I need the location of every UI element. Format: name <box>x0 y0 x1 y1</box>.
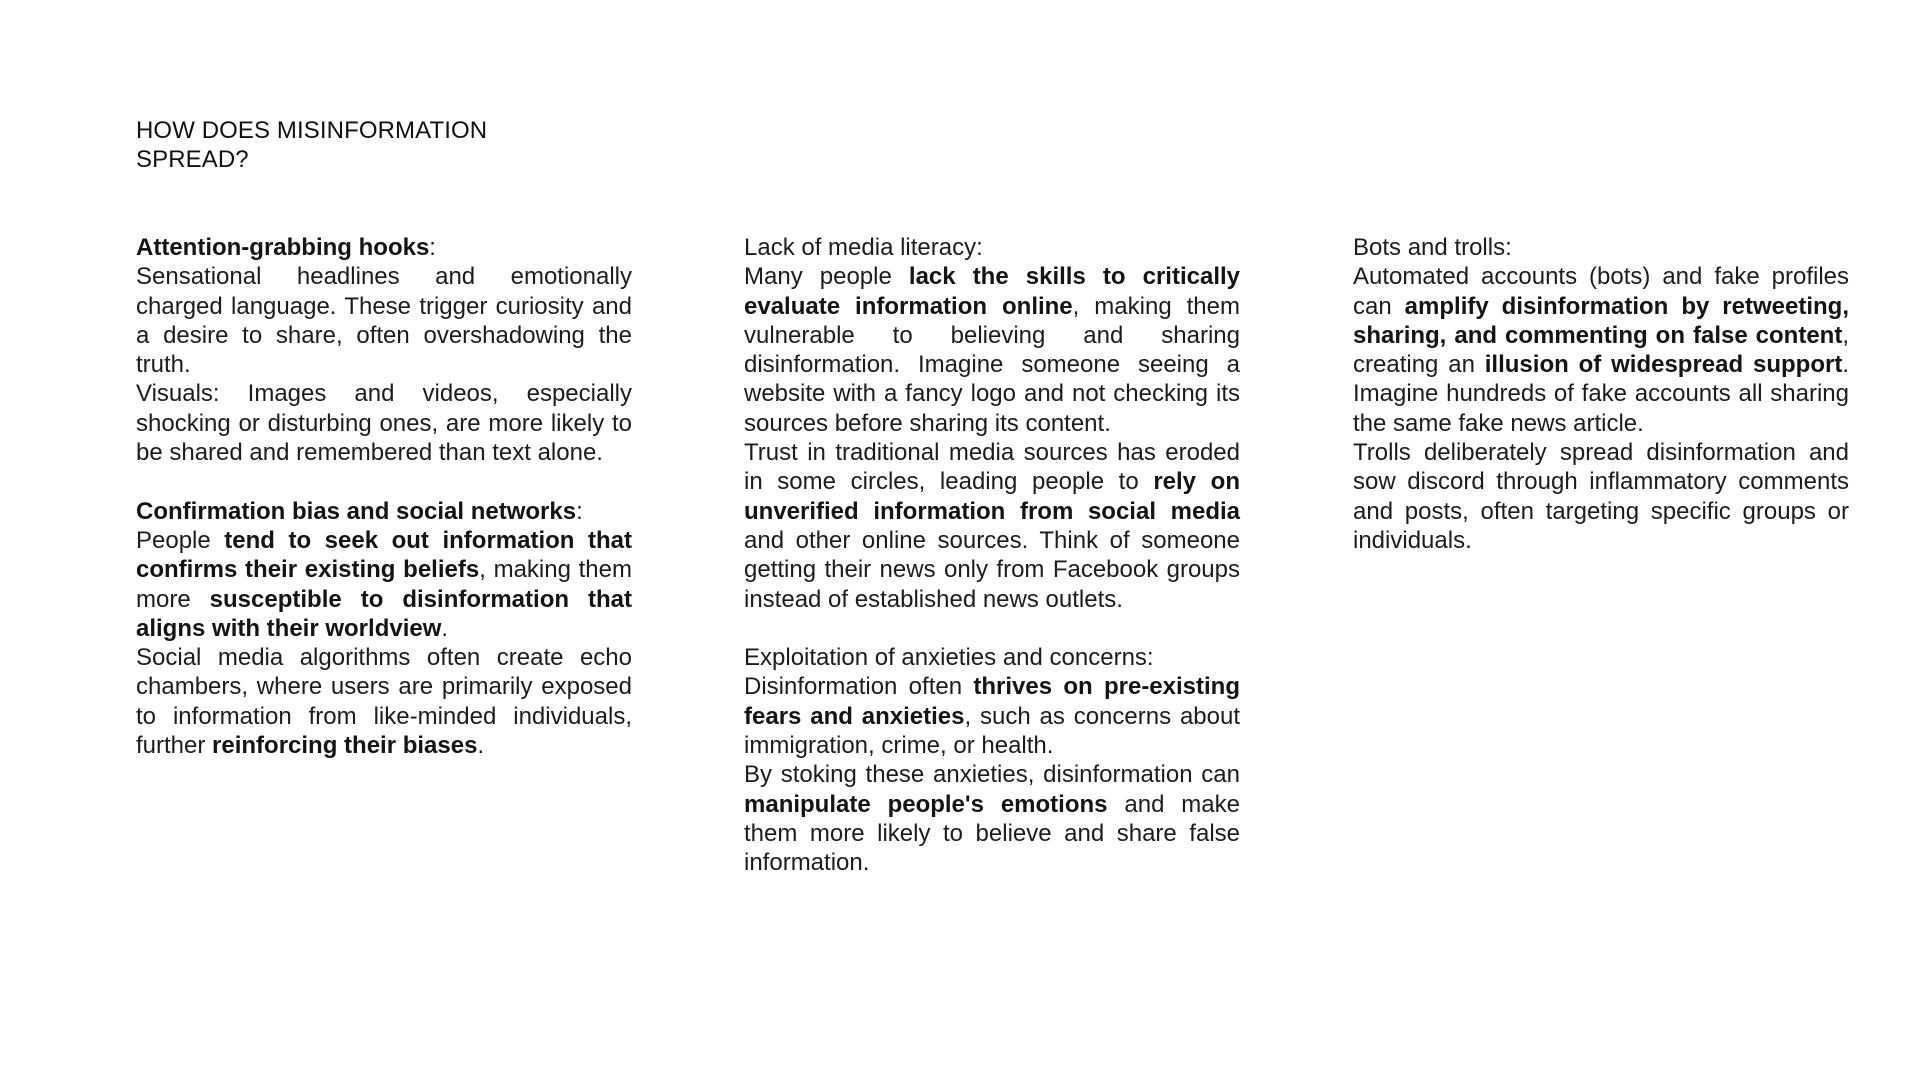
paragraph <box>744 760 1240 877</box>
body-text: . <box>477 732 485 760</box>
body-text: By stoking these anxieties, disinformation can <box>744 761 1240 789</box>
emphasis-text: illusion of widespread support <box>1484 351 1843 379</box>
text-section <box>136 233 632 467</box>
section-heading-suffix: : <box>429 234 436 261</box>
paragraph <box>136 262 632 379</box>
emphasis-text: manipulate people's emotions <box>744 790 1108 818</box>
body-text: . <box>441 614 449 642</box>
body-text: and other online sources. Think of someone getting their news only from Facebook groups instead of established news outlets. <box>744 526 1240 613</box>
paragraph <box>136 379 632 467</box>
paragraph <box>744 262 1240 438</box>
section-heading: Exploitation of anxieties and concerns: <box>744 644 1154 672</box>
section-heading-text: Confirmation bias and social networks <box>136 497 577 525</box>
body-text: Automated accounts (bots) and fake profiles can <box>1353 263 1849 320</box>
body-text: Disinformation often <box>744 673 974 701</box>
text-section <box>744 233 1240 614</box>
body-text: Visuals: Images and videos, especially shocking or disturbing ones, are more likely to be shared and remembered than text alone. <box>136 380 632 467</box>
body-text: Many people <box>744 263 909 291</box>
column-attention-confirmation <box>136 233 632 760</box>
section-heading <box>136 497 632 526</box>
emphasis-text: amplify disinformation by retweeting, sharing, and commenting on false content <box>1353 292 1849 349</box>
text-section <box>744 643 1240 877</box>
column-bots-trolls <box>1353 233 1849 555</box>
body-text: Trust in traditional media sources has eroded in some circles, leading people to <box>744 439 1240 496</box>
page-title: HOW DOES MISINFORMATION SPREAD? <box>136 117 488 173</box>
body-text: and make them more likely to believe and share false information. <box>744 790 1240 877</box>
section-heading <box>136 233 632 262</box>
section-heading: Lack of media literacy: <box>744 234 983 261</box>
paragraph <box>1353 438 1849 555</box>
body-text: , creating an <box>1353 321 1849 379</box>
body-text: , such as concerns about immigration, crime, or health. <box>744 702 1241 760</box>
paragraph <box>136 526 632 643</box>
paragraph <box>1353 262 1849 438</box>
paragraph <box>136 643 632 760</box>
section-heading: Bots and trolls: <box>1353 234 1512 261</box>
section-heading-text: Attention-grabbing hooks <box>136 234 430 261</box>
body-text: , making them vulnerable to believing and sharing disinformation. Imagine someone seeing a website with a fancy logo and not checking its sources before sharing its content. <box>744 292 1240 437</box>
paragraph <box>744 672 1240 760</box>
column-media-literacy-anxieties <box>744 233 1240 878</box>
emphasis-text: thrives on pre-existing fears and anxieties <box>744 673 1240 730</box>
section-heading-suffix: : <box>576 497 583 525</box>
body-text: Social media algorithms often create echo chambers, where users are primarily exposed to information from like-minded individuals, further <box>136 644 632 760</box>
paragraph <box>744 438 1240 614</box>
text-section <box>1353 233 1849 555</box>
body-text: Sensational headlines and emotionally charged language. These trigger curiosity and a desire to share, often overshadowing the truth. <box>136 263 632 379</box>
emphasis-text: tend to seek out information that confirms their existing beliefs <box>136 526 632 584</box>
emphasis-text: susceptible to disinformation that aligns with their worldview <box>136 585 632 642</box>
body-text: Trolls deliberately spread disinformation and sow discord through inflammatory comments and posts, often targeting specific groups or individuals. <box>1353 439 1849 554</box>
body-text: , making them more <box>136 556 632 613</box>
emphasis-text: lack the skills to critically evaluate information online <box>744 263 1240 320</box>
emphasis-text: reinforcing their biases <box>212 732 478 760</box>
body-text: . Imagine hundreds of fake accounts all sharing the same fake news article. <box>1353 351 1849 437</box>
emphasis-text: rely on unverified information from social media <box>744 468 1240 525</box>
text-section <box>136 497 632 761</box>
body-text: People <box>136 526 225 554</box>
